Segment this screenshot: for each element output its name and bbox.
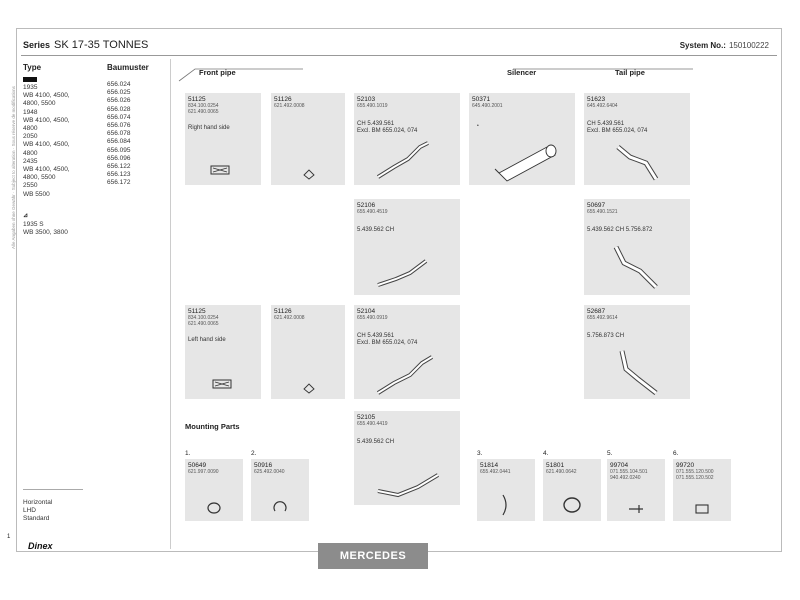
part-card-52106[interactable]: 52106 655.490.4519 5.439.562 CH	[354, 199, 460, 295]
mount-card-99720[interactable]: 6. 99720 071.555.120.500 071.555.120.502	[673, 459, 731, 521]
type-entry: WB 3500, 3800	[23, 229, 68, 237]
side-disclaimer: Alle Angaben ohne Gewähr · Subject to alteration · Sous réserve de modifications	[11, 86, 16, 249]
type-entry: WB 4100, 4500,	[23, 166, 70, 174]
type-heading: Type	[23, 63, 42, 72]
type-list-2	[23, 221, 68, 237]
type-entry: WB 4100, 4500,	[23, 116, 70, 124]
baumuster-codes	[107, 81, 131, 188]
part-card-50697[interactable]: 50697 655.490.1521 5.439.562 CH 5.756.872	[584, 199, 690, 295]
type-entry: WB 4100, 4500,	[23, 141, 70, 149]
tail-pipe-drawing	[610, 243, 664, 291]
footer-rule	[23, 489, 83, 490]
series-value: SK 17-35 TONNES	[54, 39, 149, 51]
type-entry: 1948	[23, 108, 38, 116]
part-card-52104[interactable]: 52104 655.490.0919 CH 5.439.561 Excl. BM 655.024, 074	[354, 305, 460, 399]
mount-card-51814[interactable]: 3. 51814 655.492.0441	[477, 459, 535, 521]
section-silencer: Silencer	[507, 68, 537, 77]
front-pipe-drawing	[374, 139, 434, 183]
page-mark: 1	[7, 534, 11, 540]
type-entry: 4800, 5500	[23, 174, 56, 182]
baumuster-code: 656.095	[107, 146, 131, 154]
right-hand-side-label: Right hand side	[188, 125, 230, 131]
catalog-sheet	[7, 28, 782, 552]
series-header: Series SK 17-35 TONNES	[23, 39, 149, 51]
baumuster-code: 656.026	[107, 97, 131, 105]
part-card-51126-left[interactable]: 51126 621.492.0008	[271, 305, 345, 399]
baumuster-code: 656.123	[107, 171, 131, 179]
config-entry: Standard	[23, 515, 50, 523]
baumuster-code: 656.025	[107, 89, 131, 97]
clamp-drawing	[271, 499, 289, 515]
part-card-50371-silencer[interactable]: 50371 645.490.2001 •	[469, 93, 575, 185]
type-entry: WB 5500	[23, 190, 50, 198]
part-card-51126-right[interactable]: 51126 621.492.0008	[271, 93, 345, 185]
front-pipe-drawing	[374, 257, 434, 291]
gasket-drawing	[211, 377, 235, 391]
part-card-52105[interactable]: 52105 655.490.4419 5.439.562 CH	[354, 411, 460, 505]
baumuster-code: 656.078	[107, 130, 131, 138]
part-card-51623[interactable]: 51623 645.492.6404 CH 5.439.561 Excl. BM 655.024, 074	[584, 93, 690, 185]
column-divider	[170, 59, 171, 549]
type-list	[23, 84, 70, 199]
baumuster-code: 656.122	[107, 163, 131, 171]
gasket-drawing	[209, 163, 233, 177]
config-footer	[23, 499, 52, 524]
part-card-52103[interactable]: 52103 655.490.1019 CH 5.439.561 Excl. BM 655.024, 074	[354, 93, 460, 185]
tail-pipe-drawing	[616, 347, 666, 397]
type-entry: 1935	[23, 84, 38, 91]
system-number: System No.: 150100222	[679, 41, 769, 50]
baumuster-code: 656.024	[107, 81, 131, 88]
strap-drawing	[499, 493, 513, 517]
section-bracket	[173, 63, 693, 85]
baumuster-code: 656.028	[107, 105, 131, 113]
ring-clamp-drawing	[561, 495, 583, 515]
type-entry: WB 4100, 4500,	[23, 92, 70, 100]
tail-pipe-drawing	[612, 141, 662, 183]
part-card-51125-left[interactable]: 51125 834.100.0254 621.490.0065 Left hand side	[185, 305, 261, 399]
truck-icon	[23, 77, 37, 82]
section-mounting-parts: Mounting Parts	[185, 422, 240, 431]
mount-card-50916[interactable]: 2. 50916 625.492.0040	[251, 459, 309, 521]
type-entry: 2435	[23, 157, 38, 165]
nut-drawing	[693, 503, 711, 515]
type-entry: 2050	[23, 133, 38, 141]
clip-drawing	[301, 381, 317, 395]
type-entry: 2550	[23, 182, 38, 190]
part-card-52687[interactable]: 52687 655.492.9614 5.756.873 CH	[584, 305, 690, 399]
section-front-pipe: Front pipe	[199, 68, 236, 77]
baumuster-code: 656.076	[107, 122, 131, 130]
baumuster-code: 656.084	[107, 138, 131, 146]
type-entry: 4800	[23, 149, 38, 157]
left-hand-side-label: Left hand side	[188, 337, 226, 343]
mount-card-99704[interactable]: 5. 99704 071.555.104.501 940.492.0240	[607, 459, 665, 521]
silencer-drawing	[493, 139, 565, 183]
clip-drawing	[301, 167, 317, 181]
baumuster-heading: Baumuster	[107, 63, 149, 72]
section-tail-pipe: Tail pipe	[615, 68, 645, 77]
mount-card-51801[interactable]: 4. 51801 621.490.0642	[543, 459, 601, 521]
config-entry: Horizontal	[23, 499, 53, 506]
front-pipe-drawing	[374, 465, 444, 501]
type-entry: 1935 S	[23, 221, 44, 228]
baumuster-code: 656.172	[107, 179, 131, 187]
front-pipe-drawing	[374, 353, 438, 397]
diagram-callout: •	[477, 123, 479, 129]
mount-card-50649[interactable]: 1. 50649 621.997.0090	[185, 459, 243, 521]
baumuster-code: 656.074	[107, 113, 131, 121]
header-rule	[21, 55, 777, 56]
config-entry: LHD	[23, 507, 37, 515]
clamp-drawing	[205, 501, 223, 515]
type-entry: 4800, 5500	[23, 100, 56, 108]
dinex-logo: Dinex	[28, 541, 53, 551]
part-card-51125-right[interactable]: 51125 834.100.0254 621.490.0065 Right hand side	[185, 93, 261, 185]
type-entry: 4800	[23, 125, 38, 133]
baumuster-code: 656.096	[107, 154, 131, 162]
brand-label: MERCEDES	[318, 543, 428, 569]
variant-icon: ⊿	[23, 213, 29, 219]
bolt-drawing	[627, 503, 645, 515]
